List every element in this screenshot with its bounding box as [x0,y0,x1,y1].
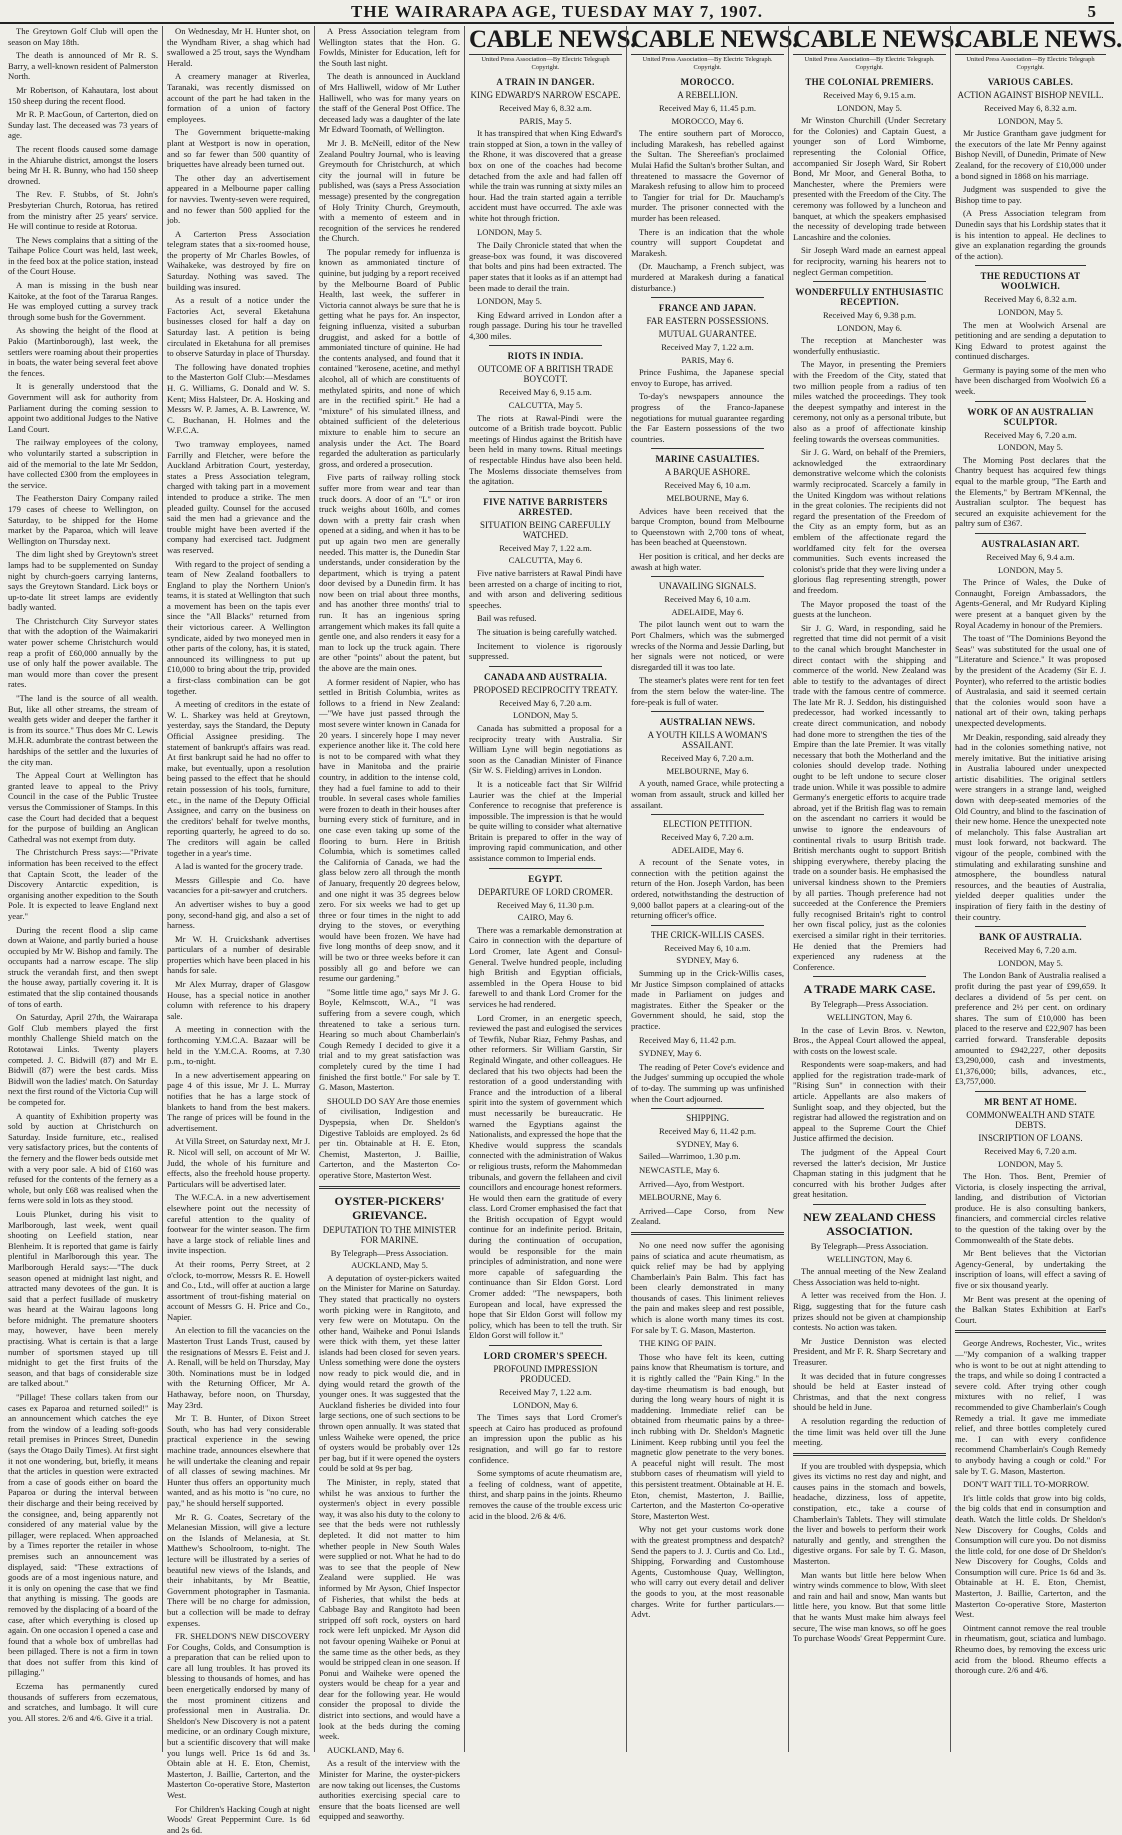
advertisement-paragraph: It's little colds that grow into big colds, the big colds that end in consumption and death. Watch the little colds. Dr Sheldon's New Discovery for Coughs, Colds and Consumption will cure you. Do not dismiss the little cold, for one dose of Dr Sheldon's New Discovery for Coughs, Colds and Consumption will cure. Price 1s 6d and 3s. Obtainable at H. E. Eton, Chemist, Masterton, J. Baillie, Carterton, and the Masterton Co-operative Store, Masterton West. [955,1492,1106,1620]
paragraph: On Wednesday, Mr H. Hunter shot, on the Wyndham River, a shag which had swallowed a 25 trout, says the Wyndham Herald. [167,26,310,68]
section-heading: NEW ZEALAND CHESS ASSOCIATION. [803,1210,936,1238]
section-rule [975,1091,1086,1092]
paragraph: The following have donated trophies to the Masterton Golf Club:—Mesdames H. G. Williams, G. Donald and W. S. Kent; Miss Halsteer, Dr. A. Hosking and Messrs W. P. James, A. B. Lawrence, W. C. Buchanan, H. Holmes and the W.F.C.A. [167,361,310,436]
paragraph: The Appeal Court at Wellington has granted leave to appeal to the Privy Council in the case of the Public Trustee versus the Commissioner of Stamps. In this case the Court had decided that a bequest for the purpose of building an Anglican Cathedral was not exempt from duty. [8,770,158,844]
paragraph: Received May 6, 11.42 p.m. [639,1034,737,1045]
paragraph: The annual meeting of the New Zealand Chess Association was held to-night. [793,1266,946,1287]
paragraph: The Featherston Dairy Company railed 179 cases of cheese to Wellington, on Saturday, to be shipped for the Home market by the Paparoa, which will leave Wellington on Thursday next. [8,493,158,546]
section-subheading: ACTION AGAINST BISHOP NEVILL. [957,90,1104,100]
advertisement-paragraph: DON'T WAIT TILL TO-MORROW. [963,1479,1090,1490]
paragraph: The men at Woolwich Arsenal are petitioning and are sending a deputation to King Edward to protest against the continued discharges. [955,319,1106,362]
advertisement-paragraph: Man wants but little here below When wintry winds commence to blow, With sleet and rain and hail and snow, Man wants but little here, you know. But that some little that he wants Must make him always feel secure, The wise man knows, so off he goes To purchase Woods' Great Peppermint Cure. [793,1569,946,1644]
section-rule [631,1232,784,1235]
paragraph: King Edward arrived in London after a rough passage. During his tour he travelled 4,300 miles. [469,309,622,341]
masthead [0,0,1114,24]
paragraph: There is an indication that the whole country will support Coupdetat and Marakesh. [631,226,784,258]
paragraph: A quantity of Exhibition property was sold by auction at Christchurch on Saturday. Inside furniture, etc., realised very satisfactory prices, but the contents of the fernery and the flower beds outside met with a very poor sale. A bid of £160 was refused for the contents of the fernery as a whole, but only £68 was realised when the ferns were sold in lots as they stood. [8,1110,158,1206]
section-subheading: A REBELLION. [677,90,738,100]
paragraph: A youth, named Grace, while protecting a woman from assault, struck and killed her assailant. [631,778,784,810]
copyright-line: United Press Association—By Electric Telegraph Copyright. [481,56,610,71]
paragraph: Arrived—Cape Corso, from New Zealand. [631,1205,784,1227]
col3-top-paragraphs [319,26,460,1181]
section-subheading: UNAVAILING SIGNALS. [658,581,757,592]
section-rule [975,401,1086,402]
received-time: Received May 6, 10 a.m. [664,480,751,491]
article-subheading: DEPUTATION TO THE MINISTER FOR MARINE. [322,1224,457,1245]
section-heading: VARIOUS CABLES. [987,77,1074,87]
paragraph: The Mayor proposed the toast of the guests at the luncheon. [793,598,946,620]
paragraph: Germany is paying some of the men who have been discharged from Woolwich £6 a week. [955,364,1106,397]
paragraph: The death is announced in Auckland of Mrs Halliwell, widow of Mr Luther Halliwell, who was for many years on the staff of the General Post Office. The deceased lady was a daughter of the late Mr Edward Toomath, of Wellington. [319,71,460,135]
section-rule [651,814,764,815]
paragraph: The Daily Chronicle stated that when the grease-box was found, it was discovered that bolts and pins had been extracted. The paper states that it looks as if an attempt had been made to derail the train. [469,240,622,293]
paragraph: It is generally understood that the Government will ask for authority from Parliament during the coming session to appoint two additional Judges to the Native Land Court. [8,381,158,434]
paragraph: For Children's Hacking Cough at night Woods' Great Peppermint Cure. 1s 6d and 2s 6d. [167,1803,310,1835]
dateline: LONDON, May 5. [998,306,1063,317]
section-heading: LORD CROMER'S SPEECH. [483,1351,608,1361]
paragraph: A Carterton Press Association telegram states that a six-roomed house, the property of Mr Charles Bowles, of Waihakeke, was destroyed by fire on Saturday. Nothing was saved. The building was insured. [167,228,310,292]
dateline: CALCUTTA, May 6. [508,555,583,566]
paragraph: Bail was refused. [477,613,537,624]
dateline: LONDON, May 6. [837,322,902,333]
dateline: SYDNEY, May 6. [676,1138,739,1149]
section-subheading: OUTCOME OF A BRITISH TRADE BOYCOTT. [477,364,614,385]
paragraph: AUCKLAND, May 6. [327,1744,404,1755]
dateline: LONDON, May 5. [998,115,1063,126]
paragraph: "Pillage! These collars taken from our cases ex Paparoa and returned soiled!" is an announcement which catches the eye from the window of a leading soft-goods retail premises in Princes Street, Dunedin (says the Otago Daily Times). At first sight it not one wondering, but, briefly, it means that the articles in question were extracted from a case of goods either on board the Paparoa or during the interval between their discharge and their being received by the consignee, and, being apparently not considered of any material value by the pillager, were replaced. When approached by a Times reporter the retailer in whose premises such an announcement was displayed, said: "These extractions of goods are of a most ingenious nature, and it is only on opening the case that we find that anything is missing. The goods are removed by the displacing of a board of the case, after which everything is closed up again. On one occasion I opened a case and found that a whole box of umbrellas had been pillaged. There is not a firm in town that does not suffer from this kind of pillaging." [8,1392,158,1678]
paragraph: Mr Robertson, of Kahautara, lost about 150 sheep during the recent flood. [8,84,158,106]
paragraph: As a result of a notice under the Factories Act, several Eketahuna businesses closed for half a day on Saturday last. A petition is being circulated in Eketahuna for all premises to observe Saturday in place of Thursday. [167,295,310,359]
dateline: WELLINGTON, May 6. [826,1011,913,1022]
section-subheading: A YOUTH KILLS A WOMAN'S ASSAILANT. [647,730,768,751]
paragraph: The Prince of Wales, the Duke of Connaught, Foreign Ambassadors, the Agents-General, and Mr Rudyard Kipling were present at a banquet given by the Royal Academy in honour of the Premiers. [955,577,1106,630]
paragraph: The W.F.C.A. in a new advertisement elsewhere point out the necessity of careful attention to the quality of footwear for the winter season. The firm have a large stock of reliable lines and invite inspection. [167,1192,310,1256]
column-5-cable-news [626,26,798,1752]
section-byline: By Telegraph—Press Association. [810,1241,929,1251]
paragraph: Respondents were soap-makers, and had applied for the registration trade-mark of "Rising Sun" in connection with their article. Appellants are also makers of Sunlight soap, and they objected, but the registrar had allowed the registration and on appeal to the Supreme Court the Chief Justice affirmed the decision. [793,1059,946,1144]
paragraph: Sir J. G. Ward, on behalf of the Premiers, acknowledged the extraordinary demonstrative welcome which the colonists warmly reciprocated. Scarcely a family in the United Kingdom was without relations in the great colonies. The recipients did not regard the presentation of the Freedom of the City as an empty form, but as an emblem of the affectionate regard the worldfamed city felt for the oversea communities. Such events increased the colonist's pride that they were living under a glorious flag representing strength, power and freedom. [793,447,946,595]
paragraph: The pilot launch went out to warn the Port Chalmers, which was the submerged wrecks of the Norma and Jessie Darling, but her signals were not noticed, or were disregarded till it was too late. [631,619,784,672]
paragraph: It has transpired that when King Edward's train stopped at Sion, a town in the valley of the Rhone, it was discovered that a grease box on one of the coaches had become detached from the axle and had fallen off while the train was running at sixty miles an hour. Had the train started again a terrible accident must have occurred. The axle was white hot through friction. [469,128,622,223]
dateline: MELBOURNE, May 6. [666,765,749,776]
paragraph: Incitement to violence is rigorously suppressed. [469,640,622,662]
section-subheading: INSCRIPTION OF LOANS. [978,1132,1083,1143]
column-6-cable-news [788,26,960,1752]
section-subheading: FAR EASTERN POSSESSIONS. [646,316,769,327]
paragraph: The Minister, in reply, stated that whilst he was anxious to further the oystermen's object in every possible way, it was also his duty to the colony to see that the beds were not ruthlessly depleted. It did not matter to him whether people in New South Wales were supplied or not. What he had to do was to see that the people of New Zealand were supplied. He was informed by Mr Ayson, Chief Inspector of Fisheries, that whilst the beds at Cabbage Bay and Rangitoto had been stripped off soft rock, oysters on hard rock were left unpicked. Mr Ayson did not favour opening Waiheke or Ponui at the same time as the other beds, as they would be stripped clean in one season. If Ponui and Waiheke were opened the oysters would be cheap for a year and dear for the following year. He would consider the proposal to divide the district into sections, and would have a look at the beds during the coming week. [319,1477,460,1742]
section-rule [793,1453,946,1456]
paragraph: Mr R. G. Coates, Secretary of the Melanesian Mission, will give a lecture on the Islands of Melanesia, at St. Matthew's Schoolroom, to-night. The lecture will be illustrated by a series of beautiful new views of the Islands, and their inhabitants, by Mr Beattie, Government photographer in Tasmania. There will be no charge for admission, but a collection will be made to defray expenses. [167,1511,310,1628]
received-time: Received May 7, 1.22 a.m. [499,1387,592,1397]
dateline: LONDON, May 6. [513,1399,578,1410]
paragraph: Eczema has permanently cured thousands of sufferers from eczematous, and scratches, and lumbago. It will cure you. All stores. 2/6 and 4/6. Give it a trial. [8,1681,158,1723]
advertisement-paragraph: Ointment cannot remove the real trouble in rheumatism, gout, sciatica and lumbago. Rheumo does, by removing the excess uric acid from the blood. Rheumo effects a thorough cure. 2/6 and 4/6. [955,1622,1106,1676]
received-time: Received May 6, 11.45 p.m. [658,103,757,113]
section-rule [489,491,602,492]
paragraph: Mr R. P. MacGoun, of Carterton, died on Sunday last. The deceased was 73 years of age. [8,109,158,141]
masthead-title: THE WAIRARAPA AGE, TUESDAY MAY 7, 1907. [351,2,763,21]
section-heading: FRANCE AND JAPAN. [658,303,757,314]
section-rule [975,265,1086,266]
dateline: CAIRO, May 6. [517,912,574,923]
paragraph: A meeting in connection with the forthcoming Y.M.C.A. Bazaar will be held in the Y.M.C.A. Rooms, at 7.30 p.m., to-night. [167,1024,310,1067]
paragraph: An advertiser wishes to buy a good pony, second-hand gig, and also a set of harness. [167,898,310,931]
advertisement-paragraph: George Andrews, Rochester, Vic., writes —"My companion of a walking trapper who is wont to be out at night attending to the traps, and while so doing I contracted a severe cold. After trying other cough mixtures with no relief, I was recommended to give Chamberlain's Cough Remedy a trial. It gave me immediate relief, and three bottles completely cured me. I can with every confidence recommend Chamberlain's Cough Remedy to anybody having a cough or cold." For sale by T. G. Mason, Masterton. [955,1338,1106,1476]
paragraph: The Christchurch City Surveyor states that with the adoption of the Waimakariri water power scheme Christchurch would reap a profit of £60,000 annually by the use of only half the power available. The man would more than cover the present rates. [8,615,158,690]
section-subheading: DEPARTURE OF LORD CROMER. [478,886,613,897]
section-rule [489,868,602,869]
paragraph: (Dr. Mauchamp, a French subject, was murdered at Marakesh during a fanatical disturbance.) [631,261,784,293]
section-rule [651,576,764,577]
section-rule [489,1345,602,1346]
received-time: Received May 6, 7.20 a.m. [499,697,592,708]
section-subheading: SHIPPING. [686,1113,729,1124]
section-heading: MR BENT AT HOME. [984,1096,1077,1107]
section-rule [489,345,602,346]
dateline: PARIS, May 5. [519,115,572,126]
paragraph: An election to fill the vacancies on the Masterton Trust Lands Trust, caused by the resignations of Messrs E. Feist and J. A. Renall, will be held on Thursday, May 30th. Nominations must be in lodged with the Returning Officer, Mr A. Hathaway, before noon, on Thursday, May 23rd. [167,1325,310,1410]
section-rule [651,1108,764,1109]
paragraph: (A Press Association telegram from Dunedin says that his Lordship states that it is his intention to appeal. He declines to give an explanation regarding the grounds of the action). [955,208,1106,261]
paragraph: Five native barristers at Rawal Pindi have been arrested on a charge of inciting to riot, and with arson and delivering seditious speeches. [469,568,622,610]
paragraph: The railway employees of the colony, who voluntarily started a subscription in aid of the memorial to the late Mr Seddon, have collected £300 from the employees in the service. [8,437,158,490]
paragraph: The Mayor, in presenting the Premiers with the Freedom of the City, stated that two million people from a radius of ten miles watched the proceedings. They took the deepest sympathy and interest in the ceremony, not only as a personal tribute, but also as a proof of affectionate kinship feeling towards the overseas communities. [793,359,946,444]
paragraph: Canada has submitted a proposal for a reciprocity treaty with Australia. Sir William Lyne will begin negotiations as soon as the Canadian Minister of Finance (Sir W. S. Fielding) arrives in London. [469,722,622,776]
paragraph: A former resident of Napier, who has settled in British Columbia, writes as follows to a friend in New Zealand:—"We have just passed through the most severe winter known in Canada for 20 years. I sincerely hope I may never experience another like it. The cold here is not to be compared with what they have in Manitoba and the prairie country, in addition to the intense cold, they had a fuel famine to add to their trouble. In several cases whole families were frozen to death in their houses after burning every stick of furniture, and in one case even taking up some of the flooring to burn. Here in British Columbia, which is sometimes called the California of Canada, we had the glass below zero all through the month of January, frequently 20 degrees below, and one night it was 35 degrees below zero. For six weeks we had to get up three or four times in the night to add drying to the stoves, or everything would have been frozen. We have had five long months of deep snow, and it will be two or three weeks before it can possibly all go and before we can resume our gardening." [319,676,460,984]
section-subheading: SITUATION BEING CAREFULLY WATCHED. [479,519,612,540]
paragraph: Advices have been received that the barque Crompton, bound from Melbourne to Queenstown with 2,700 tons of wheat, has been beached at Queenstown. [631,505,784,548]
advertisement-paragraph: Why not get your customs work done with the greatest promptness and despatch? Send the papers to J. J. Curtis and Co. Ltd., Shipping, Forwarding and Customhouse Agents, Customhouse Quay, Wellington, who will carry out every detail and deliver the goods to you, at the most reasonable charges. Write for further particulars.—Advt. [631,1524,784,1620]
paragraph: A Press Association telegram from Wellington states that the Hon. G. Fowlds, Minister for Education, left for the South last night. [319,26,460,68]
section-rule [813,281,926,282]
paragraph: The recent floods caused some damage in the Ahiaruhe district, amongst the losers being Mr H. R. Bunny, who had 150 sheep drowned. [8,143,158,186]
paragraph: "The land is the source of all wealth. But, like all other streams, the stream of wealth gets wider and deeper the farther it is from its source." Thus does Mr C. Lewis M.H.R. adumbrate the contrast between the hardships of the settler and the luxuries of the city man. [8,693,158,767]
paragraph: It was decided that in future congresses should be held at Easter instead of Christmas, and that the next congress should be held in June. [793,1370,946,1413]
paragraph: A lad is wanted for the grocery trade. [175,861,303,872]
copyright-line: United Press Association—By Electric Telegraph. Copyright. [642,56,773,71]
paragraph: At their rooms, Perry Street, at 2 o'clock, to-morrow, Messrs R. E. Howell and Co., Ltd., will offer at auction a large assortment of trout-fishing material on account of Messrs G. H. Price and Co., Napier. [167,1258,310,1322]
paragraph: There was a remarkable demonstration at Cairo in connection with the departure of Lord Cromer, late Agent and Consul-General. Twelve hundred people, including high British and Egyptian officials, assembled in the Opera House to bid farewell to and thank Lord Cromer for the services he had rendered. [469,924,622,1009]
article-heading: OYSTER-PICKERS' GRIEVANCE. [334,1193,445,1222]
cable-news-banner: CABLE NEWS. [955,26,1122,53]
article-body [319,1273,460,1822]
received-time: Received May 6, 10 a.m. [664,942,751,953]
dateline: CALCUTTA, May 5. [508,400,583,411]
column-2-local-news [162,26,314,1835]
section-rule [813,1204,926,1205]
paragraph: Her position is critical, and her decks are awash at high water. [631,551,784,572]
section-heading: BANK OF AUSTRALIA. [979,932,1082,943]
section-subheading: A BARQUE ASHORE. [664,467,751,478]
cable-news-banner: CABLE NEWS. [469,26,636,53]
dateline: PARIS, May 6. [681,354,734,365]
dateline: WELLINGTON, May 6. [826,1253,913,1264]
paragraph: At Villa Street, on Saturday next, Mr J. R. Nicol will sell, on account of Mr W. Judd, the whole of his furniture and effects, also the freehold house property. Particulars will be advertised later. [167,1136,310,1189]
paragraph: The Christchurch Press says:—"Private information has been received to the effect that Captain Scott, the leader of the Discovery Antarctic expedition, is organising another expedition to the South Pole. It is expected to leave England next year." [8,847,158,921]
paragraph: The situation is being carefully watched. [477,626,617,637]
column-4-cable-news [464,26,636,1752]
paragraph: Sailed—Warrimoo, 1.30 p.m. [639,1151,741,1162]
paragraph: Some symptoms of acute rheumatism are, a feeling of coldness, want of appetite, thirst, and sharp pains in the joints. Rheumo removes the cause of the trouble excess uric acid in the blood. 2/6 & 4/6. [469,1468,622,1521]
section-subheading: THE CRICK-WILLIS CASES. [650,929,765,940]
paragraph: The other day an advertisement appeared in a Melbourne paper calling for navvies. Twenty-seven were required, and no fewer than 500 applied for the job. [167,172,310,226]
advertisement-paragraph: If you are troubled with dyspepsia, which gives its victims no rest day and night, and causes pains in the stomach and bowels, headache, dizziness, loss of appetite, constipation, etc., take a course of Chamberlain's Tablets. They will stimulate the liver and bowels to perform their work naturally and gently, and strengthen the digestive organs. For sale by T. G. Mason, Masterton. [793,1460,946,1567]
section-rule [975,533,1086,534]
paragraph: With regard to the project of sending a team of New Zealand footballers to England to play the Northern Union's teams, it is stated at Wellington that such a movement has been on the tapis ever since the "All Blacks" returned from their victorious career. A Wellington syndicate, aided by two moneyed men in other parts of the colony, has, it is stated, announced its willingness to put up £10,000 to bring about the trip, provided a first-class combination can be got together. [167,558,310,696]
paragraph: As a result of the interview with the Minister for Marine, the oyster-pickers are now taking out licenses, the Customs authorities exercising special care to ensure that the boats licensed are well equipped and seaworthy. [319,1758,460,1822]
paragraph: To-day's newspapers announce the progress of the Franco-Japanese negotiations for mutual guarantee regarding the Far Eastern possessions of the two countries. [631,391,784,444]
received-time: Received May 6, 9.15 a.m. [499,387,592,398]
received-time: Received May 6, 7.20 a.m. [984,945,1077,956]
received-time: Received May 7, 1.22 a.m. [661,342,754,353]
article-byline: By Telegraph—Press Association. [330,1247,449,1258]
paragraph: The Greytown Golf Club will open the season on May 18th. [8,26,158,47]
paragraph: Sir J. G. Ward, in responding, said he regretted that time did not permit of a visit to the canal which brought Manchester in direct contact with the shipping and commerce of the world. New Zealand was able to testify to the advantages of direct trade with the famous centre of commerce. The late Mr R. J. Seddon, his distinguished predecessor, had worked incessantly to create direct communication, and nobody had done more to strengthen the ties of the Empire than the late Premier. It was vitally necessary that both the Motherland and the colonies should develop trade. Nothing ought to be left undone to secure closer trade union. While it was possible to admire Germany's energetic efforts to acquire trade abroad, yet if the British flag was to remain on the ascendant no carriers it would be unwise to ignore the endeavours of continental rivals to usurp British trade. British merchants ought to support British shipping everywhere, thereby placing the trade on a sounder basis. He emphasised the universal kindness shown to the Premiers by all parties. Though preference had not succeeded at the Conference the Premiers fully recognised Britain's right to control her own fiscal policy, just as the colonies exercised a similar right in their territories. He denied that the Premiers had experienced any rudeness at the Conference. [793,622,946,972]
paragraph: SYDNEY, May 6. [639,1048,702,1059]
paragraph: Mr Bent believes that the Victorian Agency-General, by undertaking the inscription of loans, will effect a saving of five or six thousand yearly. [955,1248,1106,1291]
received-time: Received May 6, 7.20 a.m. [661,753,754,764]
page-number: 5 [1087,2,1096,21]
section-heading: MARINE CASUALTIES. [655,454,760,465]
received-time: Received May 6, 8.32 a.m. [984,103,1077,113]
received-time: Received May 6, 9.4 a.m. [986,552,1075,562]
paragraph: In a new advertisement appearing on page 4 of this issue, Mr J. L. Murray notifies that he has a large stock of blankets to hand from the best makers. The range of prices will be found in the advertisement. [167,1069,310,1133]
section-heading: AUSTRALIAN NEWS. [659,717,756,728]
dateline: LONDON, May 5. [998,1158,1063,1169]
paragraph: Louis Plunket, during his visit to Marlborough, last week, went quail shooting on Leefield station, near Blenheim. It is reported that game is fairly plentiful in Marlborough this year. The Marlborough Herald says:—"The duck season opened at midnight last night, and attracted many devotees of the gun. It is said that a perfect fusillade of musketry was heard at the Wairau lagoons long before midnight. The premature shooters may, however, have been merely practising. What is certain is that a large number of sportsmen stayed up till midnight to get the first fruits of the season, and that bags of considerable size are talked about." [8,1208,158,1389]
paragraph: The entire southern part of Morocco, including Marakesh, has rebelled against the Sultan. The Shereefian's proclaimed Mulai Hafid the Sultan's brother Sultan, and threatened to massacre the Governor of Marakesh refusing to allow him to proceed to Tangier for trial for Dr. Mauchamp's murder. The prisoner connected with the murder has been released. [631,128,784,223]
dateline: LONDON, May 5. [837,102,902,113]
dateline: LONDON, May 5. [998,564,1063,575]
paragraph: Two tramway employees, named Farrilly and Fletcher, were before the Auckland Arbitration Court, yesterday, states a Press Association telegram, charged with taking part in a movement intended to produce a strike. The men pleaded guilty. Counsel for the accused said the men had a grievance and the trouble might have been averted if the company had exercised tact. Judgment was reserved. [167,438,310,555]
column-3-local-news [314,26,464,1822]
section-rule [955,1330,1106,1333]
article-dateline: AUCKLAND, May 5. [351,1260,428,1271]
dateline: LONDON, May 5. [513,710,578,721]
paragraph: Messrs Gillespie and Co. have vacancies for a pit-sawyer and crutchers. [167,874,310,896]
paragraph: On Saturday, April 27th, the Wairarapa Golf Club members played the first monthly Challenge Shield match on the Rototawai Links. Twenty players competed. J. C. Bidwill (87) and Mr E. Bidwill (87) were the best cards. Miss Bidwill won the ladies' match. On Saturday next the first round of the Victoria Cup will be competed for. [8,1012,158,1107]
copyright-line: United Press Association—By Electric Telegraph. Copyright. [804,56,935,71]
dateline: LONDON, May 5. [998,957,1063,968]
received-time: Received May 6, 9.15 a.m. [823,90,916,100]
paragraph: Mr Deakin, responding, said already they had in the colonies something native, not merely imitative. But the initiative arising in Australia laboured under unexpected artistic disabilities. The original settlers were strangers in a strange land, weighed down with deep-seated memories of the Old Country, and blind to the fascination of their new home. Hence the unexpected note of melancholy. This false Australian art must look forward, not backward. The vigour of the people, combined with the stimulating and exhilarating sunshine and atmosphere, the boundless natural resources, and the beauties of Australia, yielded deeper qualities under the inspiration of fiery faith in the destiny of their country. [955,731,1106,922]
section-heading: EGYPT. [528,873,563,884]
section-heading: A TRAIN IN DANGER. [496,77,595,87]
paragraph: The reception at Manchester was wonderfully enthusiastic. [793,335,946,356]
paragraph: LONDON, May 5. [477,296,542,307]
section-subheading: COMMONWEALTH AND STATE DEBTS. [966,1109,1095,1130]
received-time: Received May 6, 9.38 p.m. [822,310,917,321]
paragraph: The reading of Peter Cove's evidence and the Judges' summing up occupied the whole of to-day. The summing up was unfinished when the Court adjourned. [631,1061,784,1104]
paragraph: The London Bank of Australia realised a profit during the past year of £99,659. It declares a dividend of 5s per cent. on preference and 2½ per cent. on ordinary shares. The sum of £10,000 has been placed to the reserve and £22,907 has been carried forward. Transferable deposits amounted to £942,227, other deposits £3,290,000, cash and investments, £1,376,000; bills, advances, etc., £3,757,000. [955,970,1106,1087]
paragraph: Prince Fushima, the Japanese special envoy to Europe, has arrived. [631,367,784,388]
double-rule [319,1186,460,1189]
received-time: Received May 6, 7.20 a.m. [984,429,1077,440]
dateline: LONDON, May 5. [998,442,1063,453]
paragraph: Mr J. B. McNeill, editor of the New Zealand Poultry Journal, who is leaving Greymouth for Christchurch, at which city the journal will in future be published, was (says a Press Association message) presented by the congregation of Holy Trinity Church, Greymouth, with a memento of esteem and in recognition of the services he rendered the Church. [319,137,460,244]
paragraph: A meeting of creditors in the estate of W. L. Sharkey was held at Greytown, yesterday, says the Standard, the Deputy Official Assignee presiding. The statement of bankrupt's affairs was read. At first bankrupt said he had no offer to make, but eventually, upon a resolution being passed to the effect that he should retain possession of his tools, furniture, etc., in the name of the Deputy Official Assignee, and carry on the business on the creditors' behalf for twelve months, reporting quarterly, he agreed to do so. The creditors will again be called together in a year's time. [167,699,310,858]
section-rule [651,711,764,712]
paragraph: FR. SHELDON'S NEW DISCOVERY For Coughs, Colds, and Consumption is a preparation that can be relied upon to care all lung troubles. It has proved its blessing to thousands of homes, and has been energetically endorsed by many of the most prominent citizens and professional men in Australia. Dr. Sheldon's New Discovery is not a patent medicine, or an ordinary Cough mixture, but a scientific discovery that will make you lungs well. Price 1s 6d and 3s. Obtain able at H. E. Eton, Chemist, Masterton, J. Baillie, Carterton, and the Masterton Co-operative Store, Masterton West. [167,1631,310,1800]
dateline: MELBOURNE, May 6. [666,493,749,504]
paragraph: It is a noticeable fact that Sir Wilfrid Laurier was the chief at the Imperial Conference to recognise that preference is impossible. The impression is that he would be quite willing to consider what alternative Britain is prepared to offer in the way of improving rapid communication, and other assistance common to Imperial ends. [469,778,622,864]
paragraph: The Rev. F. Stubbs, of St. John's Presbyterian Church, Rotorua, has retired from the ministry after 25 years' service. He will continue to reside at Rotorua. [8,189,158,232]
paragraph: A recount of the Senate votes, in connection with the petition against the return of the Hon. Joseph Vardon, has been ordered, notwithstanding the destruction of 9,000 ballot papers at a clearing-out of the returning officer's office. [631,857,784,921]
section-rule [489,666,602,667]
paragraph: Judgment was suspended to give the Bishop time to pay. [955,184,1106,205]
paragraph: SHOULD DO SAY Are those enemies of civilisation, Indigestion and Dyspepsia, when Dr. Sheldon's Digestive Tabloids are employed. 2s 6d per tin. Obtainable at H. E. Eton, Chemist, Masterton, J. Baillie, Carterton, and the Masterton Co-operative Store, Masterton West. [319,1095,460,1180]
paragraph: A creamery manager at Riverlea, Taranaki, was recently dismissed on account of the part he had taken in the formation of a union of factory employees. [167,71,310,124]
received-time: Received May 6, 8.32 a.m. [984,294,1077,305]
paragraph: "Some little time ago," says Mr J. G. Boyle, Kelmscott, W.A., "I was suffering from a severe cough, which threatened to take a serious turn. Hearing so much about Chamberlain's Cough Remedy I decided to give it a trial and to my great satisfaction was completely cured by the time I had finished the first bottle." For sale by T. G. Mason, Masterton. [319,986,460,1093]
paragraph: In the case of Levin Bros. v. Newton, Bros., the Appeal Court allowed the appeal, with costs on the lowest scale. [793,1024,946,1056]
paragraph: The News complains that a sitting of the Taihape Police Court was held, last week, in the feed box at the police station, instead of the Court House. [8,234,158,277]
paragraph: Arrived—Ayo, from Westport. [639,1178,745,1189]
paragraph: A letter was received from the Hon. J. Rigg, suggesting that for the future cash prizes should not be given at championship contests. No action was taken. [793,1290,946,1333]
dateline: SYDNEY, May 6. [676,955,739,966]
copyright-line: United Press Association—By Electric Telegraph Copyright. [966,56,1095,71]
section-subheading: MUTUAL GUARANTEE. [658,329,757,340]
paragraph: LONDON, May 5. [477,226,542,237]
section-heading: A TRADE MARK CASE. [803,982,936,997]
section-rule [975,926,1086,927]
paragraph: Mr T. B. Hunter, of Dixon Street South, who has had very considerable practical experience in the sewing machine trade, announces elsewhere that he will undertake the cleaning and repair of all classes of sewing machines. Mr Hunter thus offers an opportunity much wanted, and as his motto is "no cure, no pay," he should herself supported. [167,1413,310,1508]
paragraph: The toast of "The Dominions Beyond the Seas" was substituted for the usual one of "Literature and Science." It was proposed by the president of the Academy (Sir E. J. Poynter), who referred to the artistic bodies of Australasia, and said it seemed certain that the colonies would soon have a national art of their own, taking perhaps unexpected developments. [955,633,1106,728]
paragraph: The Times says that Lord Cromer's speech at Cairo has produced as profound an impression upon the public as his resignation, and will go far to restore confidence. [469,1412,622,1465]
paragraph: Mr Bent was present at the opening of the Balkan States Exhibition at Earl's Court. [955,1293,1106,1325]
paragraph: The Morning Post declares that the Chantry bequest has acquired few things equal to the marble group, "The Earth and the Elements," by Bertram M'Kennal, the Australian sculptor. The bequest has secured an exquisite achievement for the paltry sum of £367. [955,454,1106,529]
paragraph: Summing up in the Crick-Willis cases, Mr Justice Simpson complained of attacks made in Parliament on judges and magistrates. Either the Speaker or the Government should, he said, stop the practice. [631,968,784,1031]
advertisement-paragraph: Those who have felt its keen, cutting pains know that Rheumatism is torture, and it is rightly called the "Pain King." In the day-time rheumatism is bad enough, but during the long weary hours of night it is maddening. Immediate relief can be obtained from rheumatic pains by a three-inch rubbing with Dr. Sheldon's Magnetic Liniment. Keep rubbing until you feel the magnetic glow penetrate to the very bones. A peaceful night will result. The most stubborn cases of rheumatism will yield to this persistent treatment. Obtainable at H. E. Eton, chemist, Masterton, J. Baillie, Carterton, and the Masterton Co-operative Store, Masterton West. [631,1351,784,1521]
paragraph: Lord Cromer, in an energetic speech, reviewed the past and eulogised the services of Tewfik, Nubar Riaz, Fehmy Pashas, and other reformers. Sir William Garstin, Sir Reginald Wingate, and other colleagues. He declared that his two objects had been the restoration of a good understanding with France and the introduction of a liberal spirit into the system of government which must necessarily be bureaucratic. He warned the Egyptians against the Nationalists, and expressed the hope that the Khedive would suppress the scandals connected with the administration of Wakus or religious trusts, reform the Mahommedan tribunals, and govern the fellaheen and civil councillors and encourage honest reformers. He would then earn the gratitude of every class. Lord Cromer emphasised the fact that the British occupation of Egypt would continue for an indefinite period. Britain, during the continuation of occupation, would be responsible for the main principles of administration, and none were more capable of safeguarding the continuance than Sir Eldon Gorst. Lord Cromer added: "The newspapers, both European and local, have expressed the hope that Sir Eldon Gorst will follow my policy, which has been to tell the truth. Sir Eldon Gorst will follow it." [469,1012,622,1341]
received-time: Received May 6, 7.20 a.m. [661,832,754,843]
paragraph: Mr Justice Grantham gave judgment for the executors of the late Mr Penny against Bishop Nevill, of Dunedin, Primate of New Zealand, for the recovery of £10,000 under a bond signed in 1868 on his marriage. [955,128,1106,181]
received-time: Received May 7, 1.22 a.m. [499,542,592,553]
dateline: MOROCCO, May 6. [671,115,744,126]
paragraph: The Government briquette-making plant at Westport is now in operation, and so far fewer than 500 quantity of briquettes have already been turned out. [167,127,310,170]
paragraph: The steamer's plates were rent for ten feet from the stern below the water-line. The fore-peak is full of water. [631,675,784,707]
section-subheading: PROFOUND IMPRESSION PRODUCED. [493,1364,598,1384]
section-heading: WONDERFULLY ENTHUSIASTIC RECEPTION. [795,287,944,308]
section-heading: RIOTS IN INDIA. [507,351,584,362]
paragraph: A deputation of oyster-pickers waited on the Minister for Marine on Saturday. They stated that practically no oysters worth picking were in Rangitoto, and very few were on Motutapu. On the other hand, Waiheke and Ponui Islands were thick with them, yet these latter islands had been closed for seven years. Unless something were done the oysters now ready to pick would die, and in dying would retard the growth of the younger ones. It was suggested that the Auckland fisheries be divided into four large sections, one of such sections to be thrown open annually. It was stated that unless Waiheke were opened, the price of oysters would be probably over 12s per bag, but if it were opened the oysters could be sold at 9s per bag. [319,1272,460,1474]
section-heading: MOROCCO. [680,77,735,87]
section-heading: FIVE NATIVE BARRISTERS ARRESTED. [483,496,608,517]
section-byline: By Telegraph—Press Association. [810,999,929,1010]
paragraph: A resolution regarding the reduction of the time limit was held over till the June meeting. [793,1415,946,1448]
paragraph: The riots at Rawal-Pindi were the outcome of a British trade boycott. Public meetings of Hindus against the British have been held in many towns. Ritual meetings of respectable Hindus have also been held. The Moslems dissociate themselves from the agitation. [469,412,622,487]
advertisement-paragraph: THE KING OF PAIN. [639,1338,717,1349]
section-heading: THE COLONIAL PREMIERS. [805,77,934,87]
paragraph: Mr Justice Denniston was elected President, and Mr F. R. Sharp Secretary and Treasurer. [793,1335,946,1367]
section-subheading: KING EDWARD'S NARROW ESCAPE. [470,90,621,100]
paragraph: The death is announced of Mr R. S. Barry, a well-known resident of Palmerston North. [8,50,158,82]
section-heading: CANADA AND AUSTRALIA. [483,671,608,682]
section-rule [813,976,926,977]
paragraph: NEWCASTLE, May 6. [639,1164,720,1175]
dateline: ADELAIDE, May 6. [671,844,744,855]
received-time: Received May 6, 7.20 a.m. [984,1145,1077,1156]
paragraph: A man is missing in the bush near Kaitoke, at the foot of the Tararua Ranges. He was employed cutting a survey track through some bush for the Government. [8,280,158,322]
received-time: Received May 6, 11.30 p.m. [496,899,595,910]
paragraph: Five parts of railway rolling stock suffer more from wear and tear than truck doors. A door of an "L" or iron truck weighs about 160lb, and comes down with a pretty fair crash when opened at a siding, and when it has to be put up again two men are generally needed. This matter is, the Dunedin Star understands, under consideration by the department, which is trying a patent door devised by a Dunedin firm. It has now been on trial about three months, and has another three months' trial to run. It has an ingenious spring arrangement which makes its fall quite a gentle one, and also renders it easy for a man to lock up the truck again. There are other "points" about the patent, but the above are the main ones. [319,472,460,674]
section-subheading: ELECTION PETITION. [663,819,752,830]
section-rule [651,925,764,926]
received-time: Received May 6, 8.32 a.m. [499,103,592,113]
paragraph: Mr Winston Churchill (Under Secretary for the Colonies) and Captain Guest, a younger son of Lord Wimborne, representing the Colonial Office, accompanied Sir Joseph Ward, Sir Robert Bond, Mr Moor, and General Botha, to Manchester, where the Premiers were presented with the Freedom of the City. The ceremony was followed by a luncheon and banquet, at which the speakers emphasised the necessity of developing trade between Lancashire and the colonies. [793,115,946,242]
paragraph: During the recent flood a slip came down at Waione, and partly buried a house occupied by Mr W. Bishop and family. The occupants had a narrow escape. The slip struck the verandah first, and then swept the house away, partially covering it. It is estimated that the slip contained thousands of tons of earth. [8,924,158,1009]
received-time: Received May 6, 10 a.m. [664,594,751,605]
advertisement-paragraph: No one need now suffer the agonising pains of sciatica and acute rheumatism, as quick relief may be had by applying Chamberlain's Pain Balm. This fact has been clearly demonstrated in many thousands of cases. This liniment relieves the pain and makes sleep and rest possible, which is alone worth many times its cost. For sale by T. G. Mason, Masterton. [631,1239,784,1335]
paragraph: The judgment of the Appeal Court reversed the latter's decision, Mr Justice Chapman stating in this judgment that he concurred with his brother Judges after great hesitation. [793,1147,946,1200]
column-7-cable-news [950,26,1122,1752]
paragraph: The Hon. Thos. Bent, Premier of Victoria, is closely inspecting the arrival, landing, and distribution of Victorian produce. He is also consulting bankers, financiers, and commercial circles relative to the question of the taking over by the Commonwealth of the State debts. [955,1171,1106,1245]
cable-news-banner: CABLE NEWS. [793,26,960,53]
paragraph: MELBOURNE, May 6. [639,1192,722,1203]
section-heading: THE REDUCTIONS AT WOOLWICH. [980,271,1081,292]
received-time: Received May 6, 11.42 p.m. [658,1126,757,1137]
paragraph: Mr W. H. Cruickshank advertises particulars of a number of desirable properties which have been placed in his hands for sale. [167,933,310,976]
section-heading: AUSTRALASIAN ART. [981,539,1080,549]
paragraph: The dim light shed by Greytown's street lamps had to be supplemented on Sunday night by church-goers carrying lanterns, says the Greytown Standard. Lick boys or up-to-date lit street lamps are evidently badly wanted. [8,549,158,613]
paragraph: As showing the height of the flood at Pakio (Martinborough), last week, the settlers were roaming about their properties in boats, the water being several feet above the fences. [8,325,158,378]
dateline: ADELAIDE, May 6. [671,606,744,617]
section-rule [651,297,764,298]
paragraph: The popular remedy for influenza is known as ammoniated tincture of quinine, but judging by a report received by the Melbourne Board of Public Health, last week, the sufferer in Victoria cannot always be sure that he is getting what he pays for. An inspector, feigning influenza, visited a suburban druggist, and asked for a bottle of ammoniated tincture of quinine. He had the contents analysed, and found that it contained "kerosene, acetine, and methyl alcohol, all of which are constituents of methylated spirits, and none of which are in the rectified spirit." He had a "mixture" of his simulated illness, and obtained sufficient of the deleterious mixture to enable him to secure an analysis under the Act. The Board regarded the adulteration as particularly gross, and ordered a prosecution. [319,246,460,469]
paragraph: Sir Joseph Ward made an earnest appeal for reciprocity, warning his hearers not to neglect German competition. [793,245,946,277]
section-heading: WORK OF AN AUSTRALIAN SCULPTOR. [967,406,1094,427]
cable-news-banner: CABLE NEWS. [631,26,798,53]
column-1-local-news [4,26,162,1752]
paragraph: Mr Alex Murray, draper of Glasgow House, has a special notice in another column with reference to his drapery sale. [167,979,310,1021]
section-rule [651,448,764,449]
section-subheading: PROPOSED RECIPROCITY TREATY. [473,684,618,695]
